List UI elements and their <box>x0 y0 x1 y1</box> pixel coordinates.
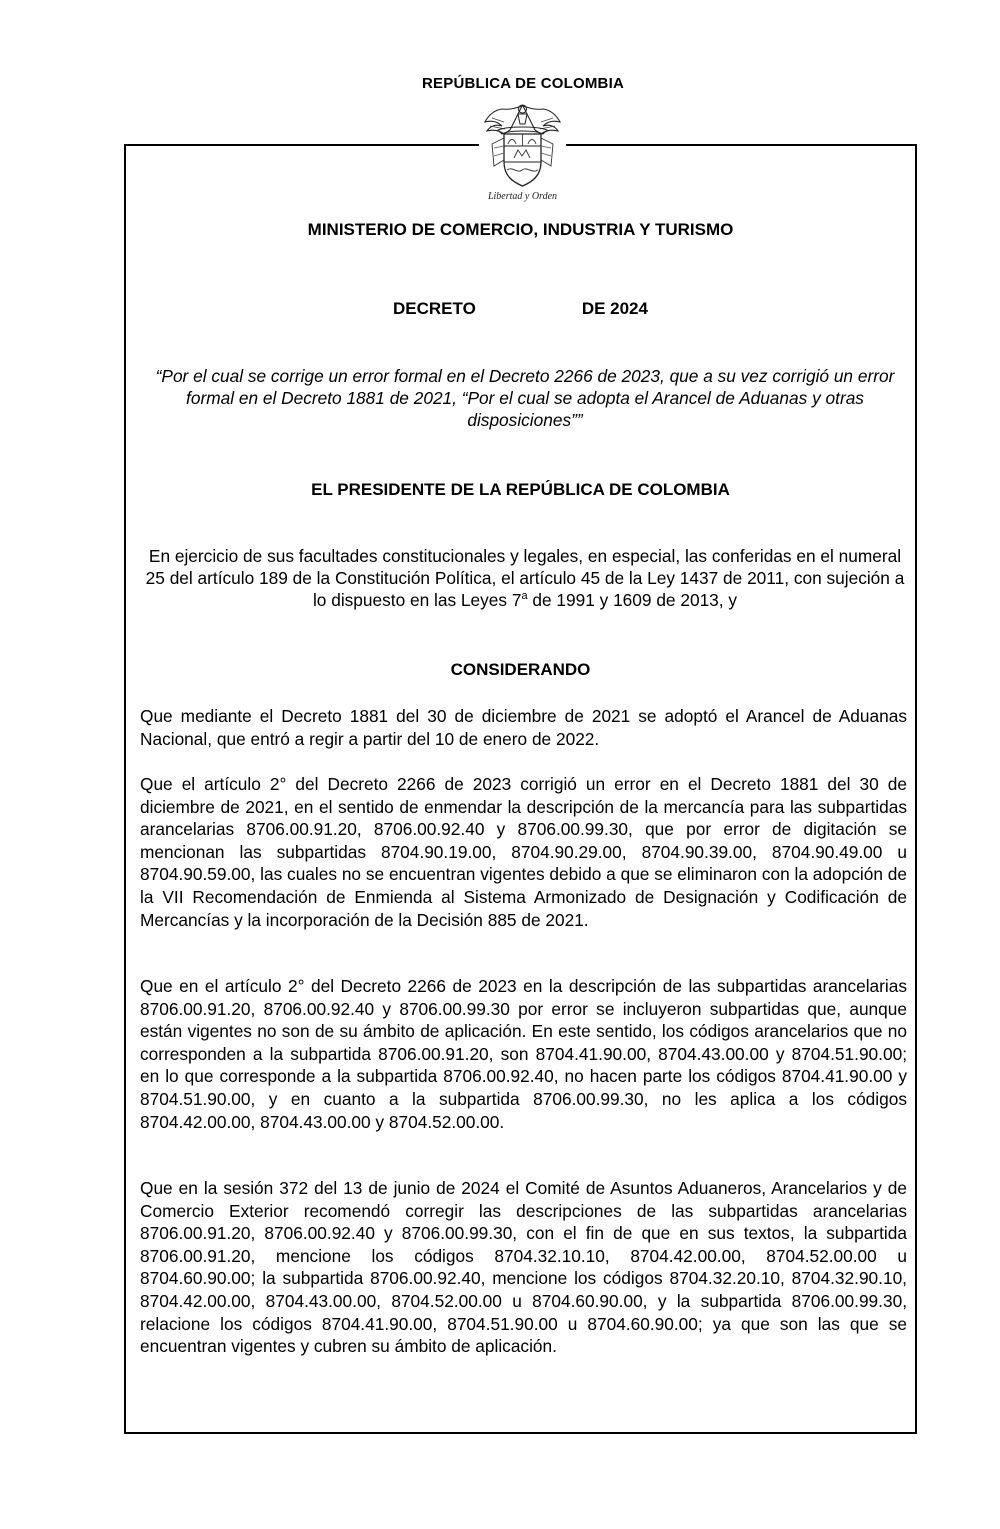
considerando-paragraph-3: Que en el artículo 2° del Decreto 2266 de 2023 en la descripción de las subpartidas arancelarias 8706.00.91.20, 8706.00.92.40 y 8706.00.99.30 por error se incluyeron subpartidas que, aunque están vigentes no son de su ámbito de aplicación. En este sentido, los códigos arancelarios que no corresponden a la subpartida 8706.00.91.20, son 8704.41.90.00, 8704.43.00.00 y 8704.51.90.00; en lo que corresponde a la subpartida 8706.00.92.40, no hacen parte los códigos 8704.41.90.00 y 8704.51.90.00, y en cuanto a la subpartida 8706.00.99.30, no les aplica a los códigos 8704.42.00.00, 8704.43.00.00 y 8704.52.00.00. <box>140 976 907 1132</box>
powers-text-before: En ejercicio de sus facultades constitucionales y legales, en especial, las conferidas en el numeral 25 del artículo 189 de la Constitución Política, el artículo 45 de la Ley 1437 de 2011, con sujeción a lo dispuesto en las Leyes 7 <box>145 546 905 610</box>
powers-superscript: a <box>521 590 528 603</box>
republic-heading: REPÚBLICA DE COLOMBIA <box>422 75 624 92</box>
seal-motto: Libertad y Orden <box>487 191 558 202</box>
considerando-paragraph-4: Que en la sesión 372 del 13 de junio de 2024 el Comité de Asuntos Aduaneros, Arancelarios y de Comercio Exterior recomendó corregir las descripciones de las subpartidas arancelarias 8706.00.91.20, 8706.00.92.40 y 8706.00.99.30, con el fin de que en sus textos, la subpartida 8706.00.91.20, mencione los códigos 8704.32.10.10, 8704.42.00.00, 8704.52.00.00 u 8704.60.90.00; la subpartida 8706.00.92.40, mencione los códigos 8704.32.20.10, 8704.32.90.10, 8704.42.00.00, 8704.43.00.00, 8704.52.00.00 u 8704.60.90.00, y la subpartida 8706.00.99.30, relacione los códigos 8704.41.90.00, 8704.51.90.00 u 8704.60.90.00; ya que son las que se encuentran vigentes y cubren su ámbito de aplicación. <box>140 1178 907 1357</box>
considerando-paragraph-2: Que el artículo 2° del Decreto 2266 de 2023 corrigió un error en el Decreto 1881 del 30 de diciembre de 2021, en el sentido de enmendar la descripción de la mercancía para las subpartidas arancelarias 8706.00.91.20, 8706.00.92.40 y 8706.00.99.30, que por error de digitación se mencionan las subpartidas 8704.90.19.00, 8704.90.29.00, 8704.90.39.00, 8704.90.49.00 u 8704.90.59.00, las cuales no se encuentran vigentes debido a que se eliminaron con la adopción de la VII Recomendación de Enmienda al Sistema Armonizado de Designación y Codificación de Mercancías y la incorporación de la Decisión 885 de 2021. <box>140 774 907 930</box>
decree-subject: “Por el cual se corrige un error formal en el Decreto 2266 de 2023, que a su vez corrigió un error formal en el Decreto 1881 de 2021, “Por el cual se adopta el Arancel de Aduanas y otras disposiciones”” <box>155 366 895 430</box>
decree-year: DE 2024 <box>581 299 648 318</box>
considerando-heading: CONSIDERANDO <box>450 660 591 679</box>
coat-of-arms-icon <box>480 100 565 204</box>
ministry-heading: MINISTERIO DE COMERCIO, INDUSTRIA Y TURISMO <box>307 220 734 239</box>
considerando-paragraph-1: Que mediante el Decreto 1881 del 30 de diciembre de 2021 se adoptó el Arancel de Aduanas Nacional, que entró a regir a partir del 10 de enero de 2022. <box>140 706 907 749</box>
decree-number-line <box>124 299 917 319</box>
decree-label: DECRETO <box>393 299 476 318</box>
legal-powers-paragraph <box>140 545 910 611</box>
president-heading: EL PRESIDENTE DE LA REPÚBLICA DE COLOMBIA <box>311 480 730 499</box>
powers-text-after: de 1991 y 1609 de 2013, y <box>527 590 738 610</box>
